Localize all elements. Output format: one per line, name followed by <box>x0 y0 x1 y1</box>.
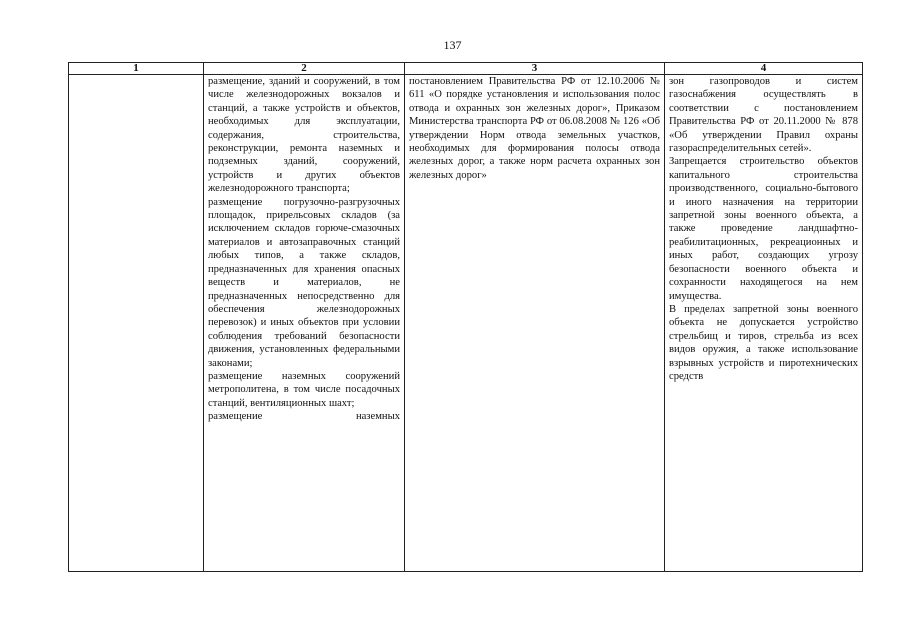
paragraph: В пределах запретной зоны военного объекта не допускается устройство стрельбищ и тиров, стрельба из всех видов оружия, а также использование взрывных устройств и пиротехнических средств <box>669 303 858 382</box>
paragraph: размещение, зданий и сооружений, в том числе железнодорожных вокзалов и станций, а также устройств и объектов, необходимых для эксплуатации, содержания, строительства, реконструкции, ремонта наземных и подземных зданий, сооружений, устройств и других объектов железнодорожного транспорта; <box>208 76 400 195</box>
paragraph: постановлением Правительства РФ от 12.10.2006 № 611 «О порядке установления и использования полос отвода и охранных зон железных дорог», Приказом Министерства транспорта РФ от 06.08.2008 № 126 «Об утверждении Норм отвода земельных участков, необходимых для формирования полосы отвода железных дорог, а также норм расчета охранных зон железных дорог» <box>409 76 660 181</box>
table-row <box>69 75 863 572</box>
cell-column-1 <box>69 75 204 572</box>
cell-column-3 <box>405 75 665 572</box>
paragraph: зон газопроводов и систем газоснабжения осуществлять в соответствии с постановлением Правительства РФ от 20.11.2000 № 878 «Об утверждении Правил охраны газораспределительных сетей». <box>669 76 858 155</box>
cell-column-2 <box>204 75 405 572</box>
column-header-3: 3 <box>405 63 665 75</box>
column-header-2: 2 <box>204 63 405 75</box>
page-number: 137 <box>443 38 462 52</box>
cell-column-4 <box>665 75 863 572</box>
table-header-row <box>69 63 863 75</box>
paragraph: размещение наземных <box>208 411 400 423</box>
paragraph: Запрещается строительство объектов капитального строительства производственного, социально-бытового и иного назначения на территории запретной зоны военного объекта, а также проведение ландшафтно-реабилитационных, рекреационных и иных работ, создающих угрозу безопасности военного объекта и сохранности находящегося на нем имущества. <box>669 156 858 302</box>
paragraph: размещение наземных сооружений метрополитена, в том числе посадочных станций, вентиляционных шахт; <box>208 370 400 409</box>
column-header-1: 1 <box>69 63 204 75</box>
paragraph: размещение погрузочно-разгрузочных площадок, прирельсовых складов (за исключением складов горюче-смазочных материалов и автозаправочных станций любых типов, а также складов, предназначенных для хранения опасных веществ и материалов, не предназначенных непосредственно для обеспечения железнодорожных перевозок) и иных объектов при условии соблюдения требований безопасности движения, установленных федеральными законами; <box>208 196 400 369</box>
document-table <box>68 62 863 572</box>
column-header-4: 4 <box>665 63 863 75</box>
